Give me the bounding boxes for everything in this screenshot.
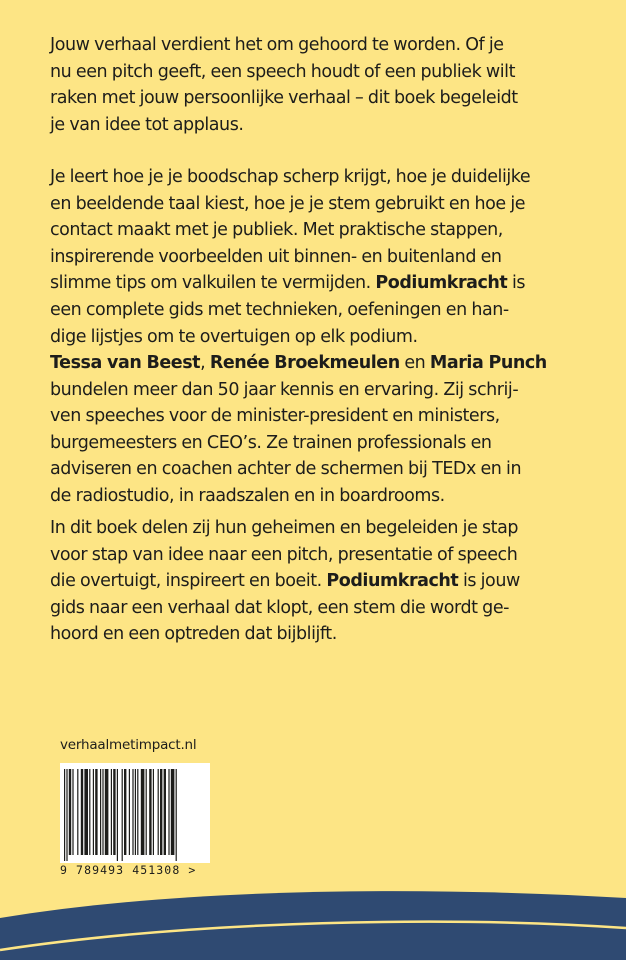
barcode-bar <box>149 769 151 855</box>
barcode-bar <box>102 769 103 855</box>
barcode-bar <box>93 769 94 855</box>
text-fragment: slimme tips om valkuilen te vermijden. <box>50 273 376 294</box>
isbn-number: 9 789493 451308 > <box>60 863 197 877</box>
text-line: nu een pitch geeft, een speech houdt of een publiek wilt <box>50 61 515 82</box>
barcode-bar <box>141 769 145 855</box>
text-line: inspirerende voorbeelden uit binnen- en buitenland en <box>50 246 502 267</box>
barcode-bar <box>171 769 175 855</box>
text-line: je van idee tot applaus. <box>50 114 244 135</box>
barcode-bar <box>135 769 136 855</box>
barcode-bar <box>77 769 78 855</box>
text-line: dige lijstjes om te overtuigen op elk podium. <box>50 326 418 347</box>
text-line: ven speeches voor de minister-president en ministers, <box>50 406 500 427</box>
barcode-bar <box>146 769 147 855</box>
barcode-bar <box>122 769 123 861</box>
text-line: de radiostudio, in raadszalen en in boardrooms. <box>50 485 445 506</box>
barcode-bar <box>168 769 169 855</box>
barcode-bar <box>164 769 166 855</box>
text-line: burgemeesters en CEO’s. Ze trainen professionals en <box>50 432 492 453</box>
barcode-bar <box>124 769 126 855</box>
website-url[interactable]: verhaalmetimpact.nl <box>60 737 197 753</box>
text-line: en beeldende taal kiest, hoe je je stem gebruikt en hoe je <box>50 193 526 214</box>
barcode-bar <box>137 769 138 855</box>
text-line: een complete gids met technieken, oefeningen en han- <box>50 299 509 320</box>
barcode-bar <box>64 769 65 861</box>
text-line: gids naar een verhaal dat klopt, een stem die wordt ge- <box>50 597 509 618</box>
text-line <box>50 568 610 595</box>
barcode-bar <box>153 769 154 855</box>
text-line: adviseren en coachen achter de schermen bij TEDx en in <box>50 459 522 480</box>
text-fragment: en <box>399 353 430 373</box>
text-line: contact maakt met je publiek. Met praktische stappen, <box>50 220 503 241</box>
barcode-bar <box>176 769 177 861</box>
barcode-bar <box>132 769 133 855</box>
author-name: Maria Punch <box>429 353 547 373</box>
barcode-bar <box>81 769 83 855</box>
text-line: bundelen meer dan 50 jaar kennis en ervaring. Zij schrij- <box>50 379 519 400</box>
text-line: Je leert hoe je je boodschap scherp krijgt, hoe je duidelijke <box>50 167 531 187</box>
barcode-bar <box>111 769 112 855</box>
barcode-bar <box>158 769 159 855</box>
book-title-bold: Podiumkracht <box>326 571 459 592</box>
intro-paragraph <box>50 32 610 138</box>
barcode-bar <box>66 769 67 861</box>
author-name: Tessa van Beest <box>50 353 201 373</box>
barcode-bar <box>95 769 97 855</box>
text-line: raken met jouw persoonlijke verhaal – dit boek begeleidt <box>50 88 518 109</box>
barcode-bar <box>117 769 118 861</box>
author-name: Renée Broekmeulen <box>209 353 400 373</box>
text-line: hoord en een optreden dat bijblijft. <box>50 624 337 645</box>
barcode-bar <box>100 769 101 855</box>
barcode-bar <box>84 769 88 855</box>
barcode-bar <box>105 769 109 855</box>
isbn-barcode <box>60 763 210 881</box>
text-fragment: , <box>200 353 210 373</box>
content-paragraph <box>50 164 610 350</box>
barcode-icon <box>60 763 210 863</box>
barcode-bar <box>89 769 90 855</box>
text-line: voor stap van idee naar een pitch, presentatie of speech <box>50 544 518 565</box>
barcode-bar <box>69 769 71 855</box>
barcode-bar <box>72 769 73 855</box>
text-line: In dit boek delen zij hun geheimen en begeleiden je stap <box>50 518 519 538</box>
text-line <box>50 350 610 377</box>
book-title-bold: Podiumkracht <box>375 273 508 294</box>
authors-paragraph <box>50 350 610 510</box>
text-fragment: is jouw <box>458 571 520 592</box>
closing-paragraph <box>50 515 610 648</box>
wave-decoration <box>0 880 626 960</box>
text-line: Jouw verhaal verdient het om gehoord te worden. Of je <box>50 35 504 55</box>
text-fragment: die overtuigt, inspireert en boeit. <box>50 571 327 592</box>
barcode-bar <box>129 769 130 855</box>
text-line <box>50 270 610 297</box>
barcode-bar <box>113 769 115 855</box>
text-fragment: is <box>507 273 526 294</box>
barcode-bar <box>160 769 162 855</box>
